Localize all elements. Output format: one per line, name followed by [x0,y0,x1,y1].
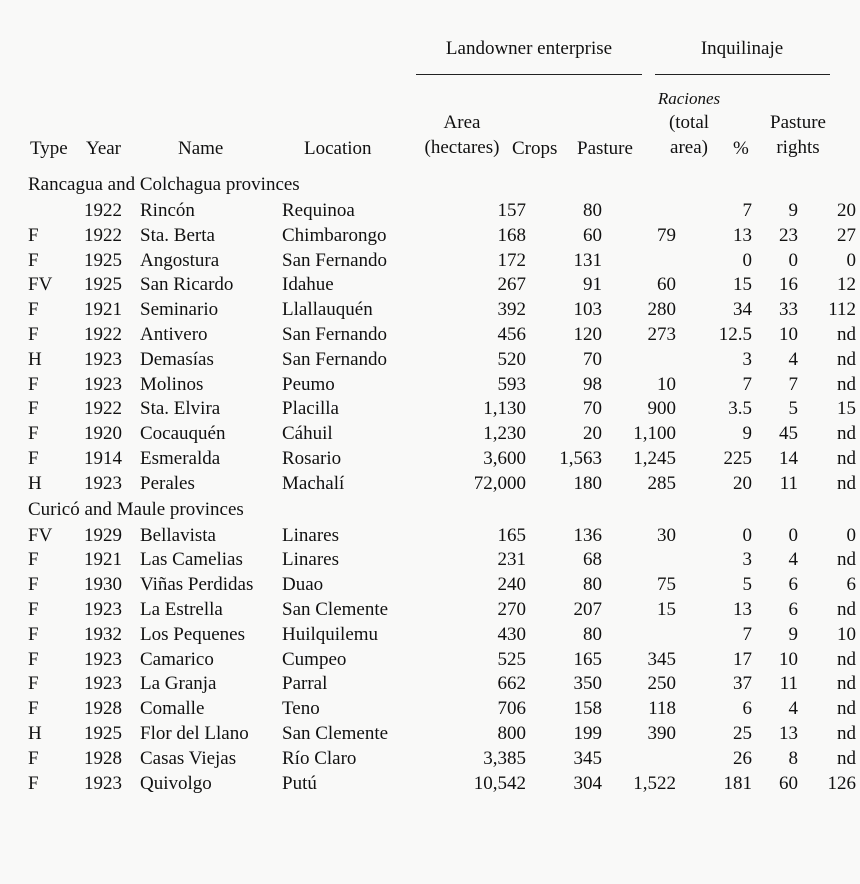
cell-name: La Estrella [140,598,223,620]
cell-year: 1923 [84,348,122,370]
header-rights-line2: rights [776,137,820,158]
cell-pasture-rights: 6 [846,574,856,596]
cell-name: San Ricardo [140,274,234,296]
cell-pasture: 1,522 [633,772,676,794]
cell-type: F [28,598,39,620]
cell-pasture: 1,100 [633,423,676,445]
table-row [28,298,856,323]
cell-pasture-rights: 20 [837,200,856,221]
header-percent: % [733,138,749,159]
header-raciones-line1: Raciones [657,89,721,108]
cell-percent: 8 [788,747,798,769]
cell-percent: 23 [779,224,798,246]
cell-year: 1925 [84,722,122,744]
cell-pasture-rights: 126 [827,772,856,794]
table-row [28,747,856,772]
cell-percent: 6 [788,574,798,596]
cell-type: F [28,549,39,571]
cell-year: 1922 [84,323,122,345]
cell-raciones: 7 [742,200,752,221]
cell-location: Llallauquén [282,299,373,321]
cell-raciones: 5 [742,574,752,596]
table-row [28,548,856,573]
cell-raciones: 13 [733,224,752,246]
cell-crops: 120 [573,323,602,345]
cell-pasture: 1,245 [633,447,676,469]
cell-location: Cumpeo [282,648,347,670]
cell-type: F [28,574,39,596]
cell-location: Chimbarongo [282,224,387,246]
table-row [28,697,856,722]
cell-area: 165 [497,524,526,546]
cell-pasture-rights: nd [837,648,856,670]
cell-raciones: 26 [733,747,752,769]
cell-type: F [28,373,39,395]
cell-location: San Fernando [282,348,388,370]
cell-name: Casas Viejas [140,747,237,769]
group-header-landowner: Landowner enterprise [445,38,613,59]
cell-pasture: 345 [647,648,676,670]
cell-crops: 103 [573,299,602,321]
section-title: Rancagua and Colchagua provinces [28,174,300,196]
cell-name: Seminario [140,299,219,321]
cell-crops: 1,563 [559,447,602,469]
header-raciones-line2: (total [668,112,710,133]
cell-crops: 165 [573,648,602,670]
cell-pasture-rights: nd [837,549,856,571]
cell-pasture: 15 [657,598,676,620]
cell-year: 1920 [84,423,122,445]
cell-raciones: 0 [742,524,752,546]
cell-crops: 80 [583,200,602,221]
table-row [28,373,856,398]
cell-raciones: 13 [733,598,752,620]
cell-area: 172 [497,249,526,271]
table-row [28,648,856,673]
cell-percent: 60 [779,772,798,794]
cell-area: 10,542 [473,772,526,794]
cell-year: 1930 [84,574,122,596]
cell-name: Los Pequenes [140,623,246,645]
cell-location: Linares [282,524,339,546]
cell-percent: 0 [788,249,798,271]
cell-percent: 0 [788,524,798,546]
cell-pasture-rights: 10 [837,623,856,645]
section-header-row [28,172,856,199]
cell-location: Machalí [282,472,345,494]
cell-area: 520 [497,348,526,370]
cell-type: F [28,423,39,445]
cell-year: 1921 [84,299,122,321]
cell-pasture-rights: 0 [846,524,856,546]
cell-area: 3,600 [483,447,526,469]
cell-area: 231 [497,549,526,571]
cell-pasture: 79 [657,224,676,246]
cell-name: Molinos [140,373,204,395]
cell-name: La Granja [140,673,217,695]
table-row [28,397,856,422]
cell-name: Antivero [140,323,208,345]
cell-year: 1914 [84,447,122,469]
cell-area: 800 [497,722,526,744]
cell-name: Bellavista [140,524,216,546]
header-type: Type [30,138,68,159]
cell-pasture: 273 [647,323,676,345]
cell-pasture [602,249,676,274]
cell-percent: 9 [788,200,798,221]
cell-percent: 16 [779,274,798,296]
cell-raciones: 34 [733,299,752,321]
cell-crops: 207 [573,598,602,620]
cell-type: F [28,673,39,695]
cell-pasture-rights: nd [837,673,856,695]
cell-name: Las Camelias [140,549,243,571]
cell-type: F [28,772,39,794]
cell-area: 706 [497,698,526,720]
cell-percent: 11 [779,472,798,494]
cell-percent: 5 [788,398,798,420]
cell-name: Viñas Perdidas [140,574,254,596]
cell-percent: 6 [788,598,798,620]
table-row [28,623,856,648]
cell-name: Comalle [140,698,205,720]
table-row [28,598,856,623]
cell-area: 168 [497,224,526,246]
cell-year: 1923 [84,648,122,670]
cell-type: H [28,722,42,744]
cell-raciones: 12.5 [718,323,752,345]
cell-pasture [602,348,676,373]
cell-location: Cáhuil [282,423,333,445]
cell-raciones: 15 [733,274,752,296]
table-row [28,348,856,373]
cell-crops: 199 [573,722,602,744]
cell-year: 1923 [84,772,122,794]
cell-raciones: 25 [733,722,752,744]
header-year: Year [86,138,122,159]
cell-percent: 9 [788,623,798,645]
cell-pasture: 60 [657,274,676,296]
table-row [28,273,856,298]
cell-pasture-rights: nd [837,423,856,445]
cell-crops: 60 [583,224,602,246]
cell-crops: 80 [583,623,602,645]
cell-type: F [28,224,39,246]
cell-location: Idahue [282,274,334,296]
cell-raciones: 3 [742,348,752,370]
cell-pasture [602,623,676,648]
cell-name: Angostura [140,249,220,271]
table-row [28,447,856,472]
cell-crops: 68 [583,549,602,571]
cell-area: 3,385 [483,747,526,769]
cell-location: San Fernando [282,323,388,345]
cell-crops: 158 [573,698,602,720]
cell-type: F [28,323,39,345]
cell-raciones: 7 [742,373,752,395]
section-title: Curicó and Maule provinces [28,498,244,520]
cell-type: F [28,249,39,271]
cell-pasture-rights: 112 [828,299,856,321]
cell-crops: 70 [583,398,602,420]
cell-percent: 4 [788,698,798,720]
cell-year: 1923 [84,472,122,494]
cell-percent: 14 [779,447,798,469]
cell-area: 593 [497,373,526,395]
cell-type: F [28,648,39,670]
cell-location: Peumo [282,373,335,395]
cell-name: Perales [140,472,195,494]
cell-pasture: 900 [647,398,676,420]
cell-crops: 70 [583,348,602,370]
cell-area: 430 [497,623,526,645]
cell-percent: 4 [788,348,798,370]
table-row [28,323,856,348]
cell-pasture: 10 [657,373,676,395]
cell-raciones: 181 [723,772,752,794]
cell-type: F [28,623,39,645]
cell-name: Esmeralda [140,447,221,469]
cell-percent: 10 [779,648,798,670]
cell-percent: 45 [779,423,798,445]
cell-year: 1928 [84,698,122,720]
cell-name: Sta. Elvira [140,398,221,420]
cell-crops: 136 [573,524,602,546]
cell-pasture-rights: 27 [837,224,856,246]
header-pasture: Pasture [577,138,633,159]
cell-area: 662 [497,673,526,695]
cell-type: H [28,472,42,494]
rule-landowner [416,74,642,75]
cell-pasture-rights: 15 [837,398,856,420]
cell-year: 1925 [84,274,122,296]
cell-name: Sta. Berta [140,224,215,246]
cell-location: San Clemente [282,722,389,744]
cell-pasture [602,548,676,573]
table-row [28,772,856,797]
cell-crops: 345 [573,747,602,769]
cell-type: F [28,398,39,420]
cell-name: Demasías [140,348,214,370]
cell-pasture: 250 [647,673,676,695]
cell-year: 1922 [84,200,122,221]
table-row [28,573,856,598]
cell-pasture: 390 [647,722,676,744]
table-row [28,422,856,447]
cell-area: 456 [497,323,526,345]
cell-year: 1929 [84,524,122,546]
cell-crops: 304 [573,772,602,794]
cell-location: Rosario [282,447,342,469]
cell-raciones: 9 [742,423,752,445]
cell-raciones: 0 [742,249,752,271]
cell-year: 1923 [84,373,122,395]
cell-type: FV [28,274,53,296]
table-row [28,722,856,747]
cell-year: 1928 [84,747,122,769]
cell-type [28,199,84,224]
cell-area: 240 [497,574,526,596]
cell-crops: 350 [573,673,602,695]
header-area-line2: (hectares) [424,137,500,158]
cell-raciones: 3.5 [728,398,752,420]
cell-raciones: 225 [723,447,752,469]
cell-crops: 131 [573,249,602,271]
cell-pasture-rights: nd [837,348,856,370]
cell-percent: 4 [788,549,798,571]
header-area-line1: Area [443,112,481,133]
cell-location: Duao [282,574,324,596]
cell-type: F [28,698,39,720]
table-row [28,224,856,249]
header-rights-line1: Pasture [770,112,826,133]
cell-year: 1932 [84,623,122,645]
cell-percent: 13 [779,722,798,744]
cell-location: Placilla [282,398,339,420]
header-crops: Crops [512,138,558,159]
table-row [28,249,856,274]
cell-type: F [28,299,39,321]
cell-crops: 20 [583,423,602,445]
cell-location: Parral [282,673,328,695]
cell-pasture [602,747,676,772]
cell-area: 267 [497,274,526,296]
cell-location: Putú [282,772,317,794]
cell-type: F [28,747,39,769]
table-row [28,672,856,697]
cell-raciones: 20 [733,472,752,494]
group-header-inquilinaje: Inquilinaje [700,38,784,59]
cell-type: FV [28,524,53,546]
cell-pasture: 285 [647,472,676,494]
cell-raciones: 37 [733,673,752,695]
cell-raciones: 3 [742,549,752,571]
rule-inquilinaje [655,74,830,75]
cell-location: San Fernando [282,249,388,271]
cell-crops: 80 [583,574,602,596]
cell-name: Quivolgo [140,772,212,794]
cell-pasture-rights: nd [837,598,856,620]
header-raciones-line3: area) [670,137,708,158]
cell-year: 1922 [84,398,122,420]
cell-crops: 180 [573,472,602,494]
cell-percent: 33 [779,299,798,321]
table-row [28,524,856,549]
cell-type: F [28,447,39,469]
cell-pasture: 280 [647,299,676,321]
cell-year: 1923 [84,673,122,695]
cell-pasture: 118 [648,698,676,720]
cell-raciones: 6 [742,698,752,720]
section-header-row [28,497,856,524]
cell-location: Río Claro [282,747,357,769]
cell-pasture-rights: 12 [837,274,856,296]
cell-percent: 10 [779,323,798,345]
cell-location: Requinoa [282,200,355,221]
header-name: Name [178,138,224,159]
cell-crops: 98 [583,373,602,395]
cell-area: 72,000 [473,472,526,494]
cell-area: 1,230 [483,423,526,445]
cell-raciones: 17 [733,648,752,670]
cell-percent: 11 [779,673,798,695]
cell-location: Teno [282,698,320,720]
cell-area: 392 [497,299,526,321]
cell-pasture-rights: nd [837,747,856,769]
cell-pasture: 30 [657,524,676,546]
cell-pasture-rights: nd [837,373,856,395]
cell-name: Flor del Llano [140,722,249,744]
cell-location: Huilquilemu [282,623,379,645]
cell-pasture-rights: nd [837,447,856,469]
cell-pasture: 75 [657,574,676,596]
cell-year: 1922 [84,224,122,246]
cell-area: 525 [497,648,526,670]
table-row [28,199,856,224]
cell-crops: 91 [583,274,602,296]
cell-area: 1,130 [483,398,526,420]
cell-location: Linares [282,549,339,571]
cell-area: 270 [497,598,526,620]
cell-location: San Clemente [282,598,389,620]
estates-table [28,172,856,796]
cell-area: 157 [497,200,526,221]
cell-pasture-rights: 0 [846,249,856,271]
cell-year: 1923 [84,598,122,620]
cell-year: 1925 [84,249,122,271]
cell-name: Rincón [140,200,195,221]
cell-pasture [602,199,676,224]
cell-pasture-rights: nd [837,722,856,744]
cell-pasture-rights: nd [837,698,856,720]
table-row [28,472,856,497]
cell-pasture-rights: nd [837,323,856,345]
cell-year: 1921 [84,549,122,571]
cell-name: Cocauquén [140,423,226,445]
cell-pasture-rights: nd [837,472,856,494]
cell-percent: 7 [788,373,798,395]
cell-raciones: 7 [742,623,752,645]
cell-name: Camarico [140,648,214,670]
cell-type: H [28,348,42,370]
header-location: Location [304,138,372,159]
